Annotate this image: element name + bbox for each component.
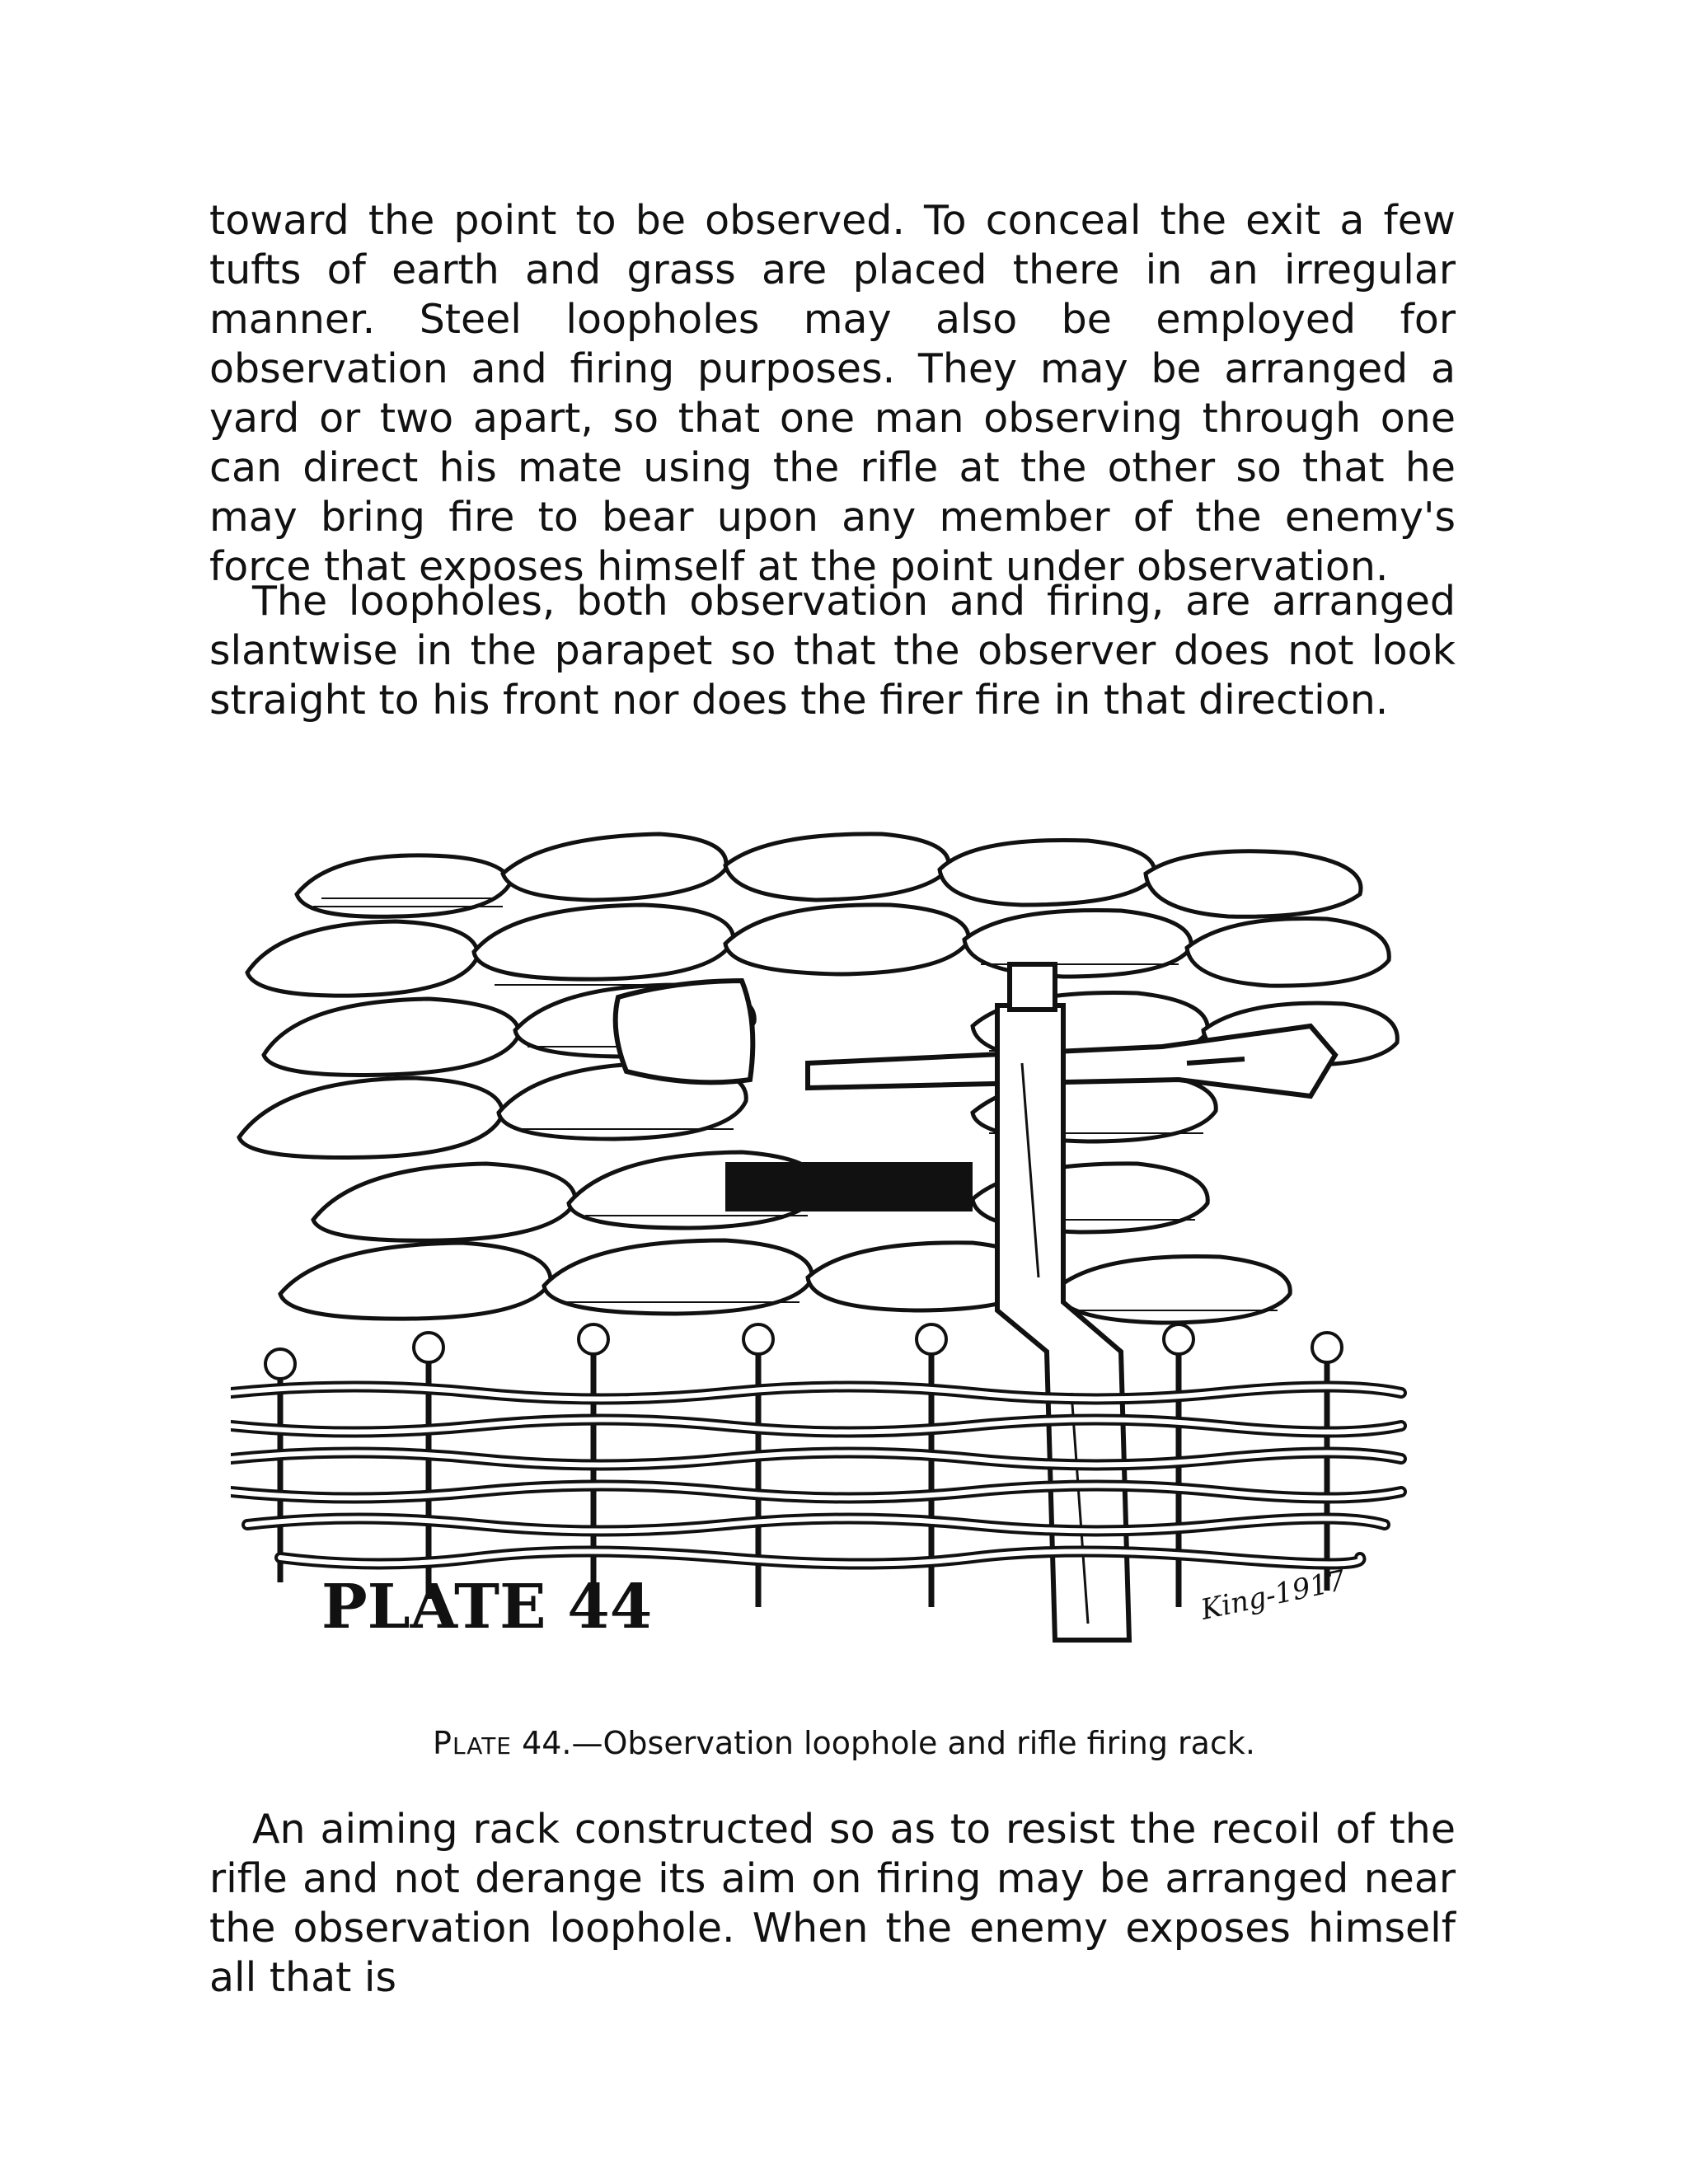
- paragraph-3: An aiming rack constructed so as to resist the recoil of the rifle and not derange its aim on firing may be arranged near the observation loophole. When the enemy exposes himself all that is: [209, 1806, 1456, 2001]
- plate-44-illustration: [231, 816, 1409, 1673]
- figure-caption: [0, 1724, 1688, 1765]
- observation-funnel: [616, 981, 753, 1082]
- artist-signature: King-1917: [1198, 1563, 1348, 1627]
- caption-prefix: PLATE: [433, 1725, 512, 1761]
- paragraph-2: The loopholes, both observation and firing, are arranged slantwise in the parapet so that the observer does not look straight to his front nor does the firer fire in that direction.: [209, 578, 1456, 724]
- plate-label: PLATE 44: [321, 1572, 653, 1643]
- loophole-opening: [725, 1162, 973, 1212]
- wattle-revetment: [231, 1324, 1401, 1607]
- paragraph-1: toward the point to be observed. To conceal the exit a few tufts of earth and grass are placed there in an irregular manner. Steel loopholes may also be employed for observation and firing purposes. They may be arranged a yard or two apart, so that one man observing through one can direct his mate using the rifle at the other so that he may bring fire to bear upon any member of the enemy's force that exposes himself at the point under observation.: [209, 197, 1456, 590]
- caption-text: 44.—Observation loophole and rifle firing rack.: [512, 1725, 1255, 1761]
